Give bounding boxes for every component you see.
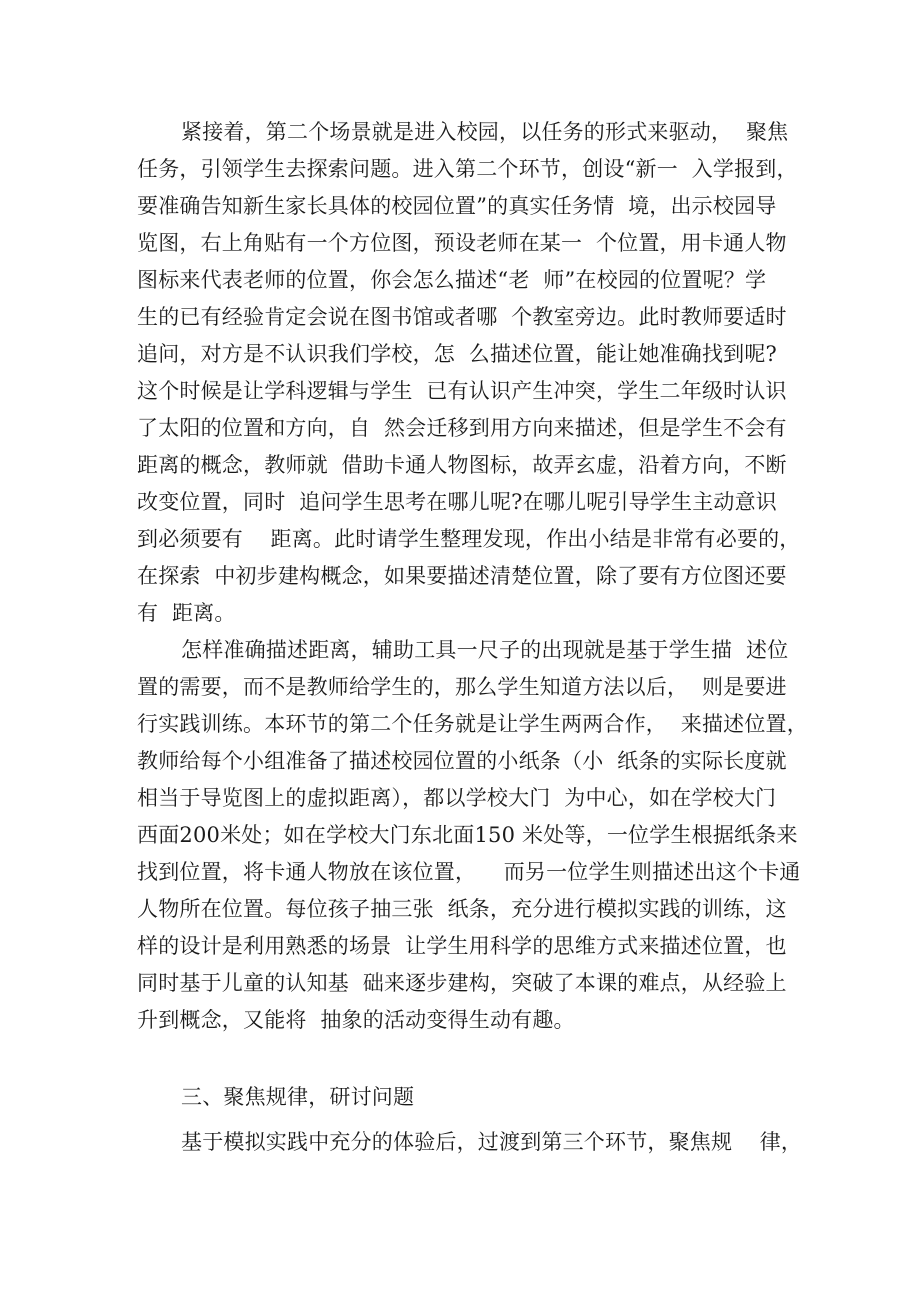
text-line: 教师给每个小组准备了描述校园位置的小纸条（小 纸条的实际长度就 — [137, 749, 787, 773]
text-line: 基于模拟实践中充分的体验后，过渡到第三个环节，聚焦规 律， — [181, 1130, 803, 1154]
text-line: 样的设计是利用熟悉的场景 让学生用科学的思维方式来描述位置，也 — [137, 934, 787, 958]
text-line: 了太阳的位置和方向，自 然会迁移到用方向来描述，但是学生不会有 — [137, 416, 787, 440]
text-line: 要准确告知新生家长具体的校园位置”的真实任务情 境，出示校园导 — [137, 194, 777, 218]
text-line: 有 距离。 — [137, 601, 236, 625]
text-line: 览图，右上角贴有一个方位图，预设老师在某一 个位置，用卡通人物 — [137, 231, 787, 255]
text-line: 同时基于儿童的认知基 础来逐步建构，突破了本课的难点，从经验上 — [137, 971, 787, 995]
text-line: 行实践训练。本环节的第二个任务就是让学生两两合作， 来描述位置， — [137, 712, 808, 736]
text-line: 找到位置，将卡通人物放在该位置， 而另一位学生则描述出这个卡通 — [137, 860, 801, 884]
section-heading: 三、聚焦规律，研讨问题 — [181, 1085, 415, 1109]
text-line: 置的需要，而不是教师给学生的，那么学生知道方法以后， 则是要进 — [137, 675, 787, 699]
text-line: 改变位置，同时 追问学生思考在哪儿呢?在哪儿呢引导学生主动意识 — [137, 490, 778, 514]
text-line: 紧接着，第二个场景就是进入校园，以任务的形式来驱动， 聚焦 — [181, 120, 789, 144]
text-line: 怎样准确描述距离，辅助工具一尺子的出现就是基于学生描 述位 — [181, 638, 789, 662]
text-line: 生的已有经验肯定会说在图书馆或者哪 个教室旁边。此时教师要适时 — [137, 305, 787, 329]
text-line: 西面200米处；如在学校大门东北面150 米处等，一位学生根据纸条来 — [137, 823, 798, 847]
text-line: 图标来代表老师的位置，你会怎么描述“老 师”在校园的位置呢？学 — [137, 268, 767, 292]
text-line: 人物所在位置。每位孩子抽三张 纸条，充分进行模拟实践的训练，这 — [137, 897, 787, 921]
text-line: 到必须要有 距离。此时请学生整理发现，作出小结是非常有必要的， — [137, 527, 801, 551]
text-line: 这个时候是让学科逻辑与学生 已有认识产生冲突，学生二年级时认识 — [137, 379, 787, 403]
text-line: 相当于导览图上的虚拟距离），都以学校大门 为中心，如在学校大门 — [137, 786, 777, 810]
text-line: 任务，引领学生去探索问题。进入第二个环节，创设“新一 入学报到， — [137, 157, 798, 181]
text-line: 距离的概念，教师就 借助卡通人物图标，故弄玄虚，沿着方向，不断 — [137, 453, 787, 477]
text-line: 追问，对方是不认识我们学校，怎 么描述位置，能让她准确找到呢? — [137, 342, 778, 366]
text-line: 升到概念，又能将 抽象的活动变得生动有趣。 — [137, 1008, 575, 1032]
text-line: 在探索 中初步建构概念，如果要描述清楚位置，除了要有方位图还要 — [137, 564, 787, 588]
